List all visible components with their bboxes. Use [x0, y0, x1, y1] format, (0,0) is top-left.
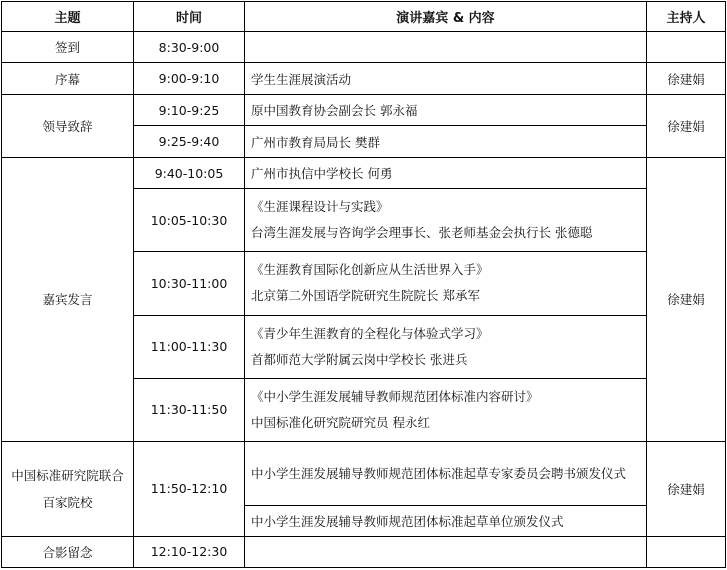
- time-cell: 9:25-9:40: [134, 126, 245, 158]
- content-cell: 学生生涯展演活动: [245, 63, 647, 95]
- header-content: 演讲嘉宾 & 内容: [245, 2, 647, 32]
- table-row: [2, 32, 726, 63]
- host-cell: 徐建娟: [647, 158, 726, 441]
- time-cell: 10:05-10:30: [134, 189, 245, 252]
- speaker: 北京第二外国语学院研究生院院长 郑承军: [251, 288, 480, 304]
- table-row: [2, 95, 726, 126]
- theme-cell: 领导致辞: [2, 95, 134, 158]
- table-row: [2, 63, 726, 95]
- content-cell: 广州市教育局局长 樊群: [245, 126, 647, 158]
- content-cell: [245, 315, 647, 378]
- talk-title: 《青少年生涯教育的全程化与体验式学习》: [251, 325, 489, 341]
- host-cell: 徐建娟: [647, 63, 726, 95]
- talk-title: 《中小学生涯发展辅导教师规范团体标准内容研讨》: [251, 388, 539, 404]
- talk-title: 《生涯教育国际化创新应从生活世界入手》: [251, 262, 489, 278]
- time-cell: 10:30-11:00: [134, 252, 245, 315]
- time-cell: 11:50-12:10: [134, 441, 245, 536]
- content-cell: [245, 252, 647, 315]
- time-cell: 9:40-10:05: [134, 158, 245, 189]
- time-cell: 11:30-11:50: [134, 378, 245, 441]
- theme-cell: 嘉宾发言: [2, 158, 134, 441]
- time-cell: 8:30-9:00: [134, 32, 245, 63]
- speaker: 台湾生涯发展与咨询学会理事长、张老师基金会执行长 张德聪: [251, 225, 593, 241]
- table-row: [2, 158, 726, 189]
- header-row: [2, 2, 726, 32]
- theme-cell: 签到: [2, 32, 134, 63]
- table-row: [2, 441, 726, 505]
- host-cell: 徐建娟: [647, 441, 726, 536]
- content-cell: [245, 32, 647, 63]
- header-time: 时间: [134, 2, 245, 32]
- content-cell: 原中国教育协会副会长 郭永福: [245, 95, 647, 126]
- agenda-table: [1, 1, 726, 568]
- time-cell: 9:00-9:10: [134, 63, 245, 95]
- content-cell: 广州市执信中学校长 何勇: [245, 158, 647, 189]
- theme-cell: [2, 441, 134, 536]
- content-cell: 中小学生涯发展辅导教师规范团体标准起草单位颁发仪式: [245, 505, 647, 536]
- content-cell: [245, 536, 647, 567]
- time-cell: 12:10-12:30: [134, 536, 245, 567]
- talk-title: 《生涯课程设计与实践》: [251, 199, 389, 215]
- content-cell: [245, 441, 647, 505]
- host-cell: [647, 536, 726, 567]
- table-row: [2, 536, 726, 567]
- header-theme: 主题: [2, 2, 134, 32]
- header-host: 主持人: [647, 2, 726, 32]
- time-cell: 9:10-9:25: [134, 95, 245, 126]
- speaker: 中国标准化研究院研究员 程永红: [251, 414, 430, 430]
- time-cell: 11:00-11:30: [134, 315, 245, 378]
- host-cell: [647, 32, 726, 63]
- content-cell: [245, 378, 647, 441]
- ceremony-text: 中小学生涯发展辅导教师规范团体标准起草专家委员会聘书颁发仪式: [251, 465, 627, 481]
- speaker: 首都师范大学附属云岗中学校长 张进兵: [251, 351, 468, 367]
- theme-cell: 合影留念: [2, 536, 134, 567]
- content-cell: [245, 189, 647, 252]
- theme-text: 中国标准研究院联合百家院校: [11, 467, 124, 510]
- theme-cell: 序幕: [2, 63, 134, 95]
- host-cell: 徐建娟: [647, 95, 726, 158]
